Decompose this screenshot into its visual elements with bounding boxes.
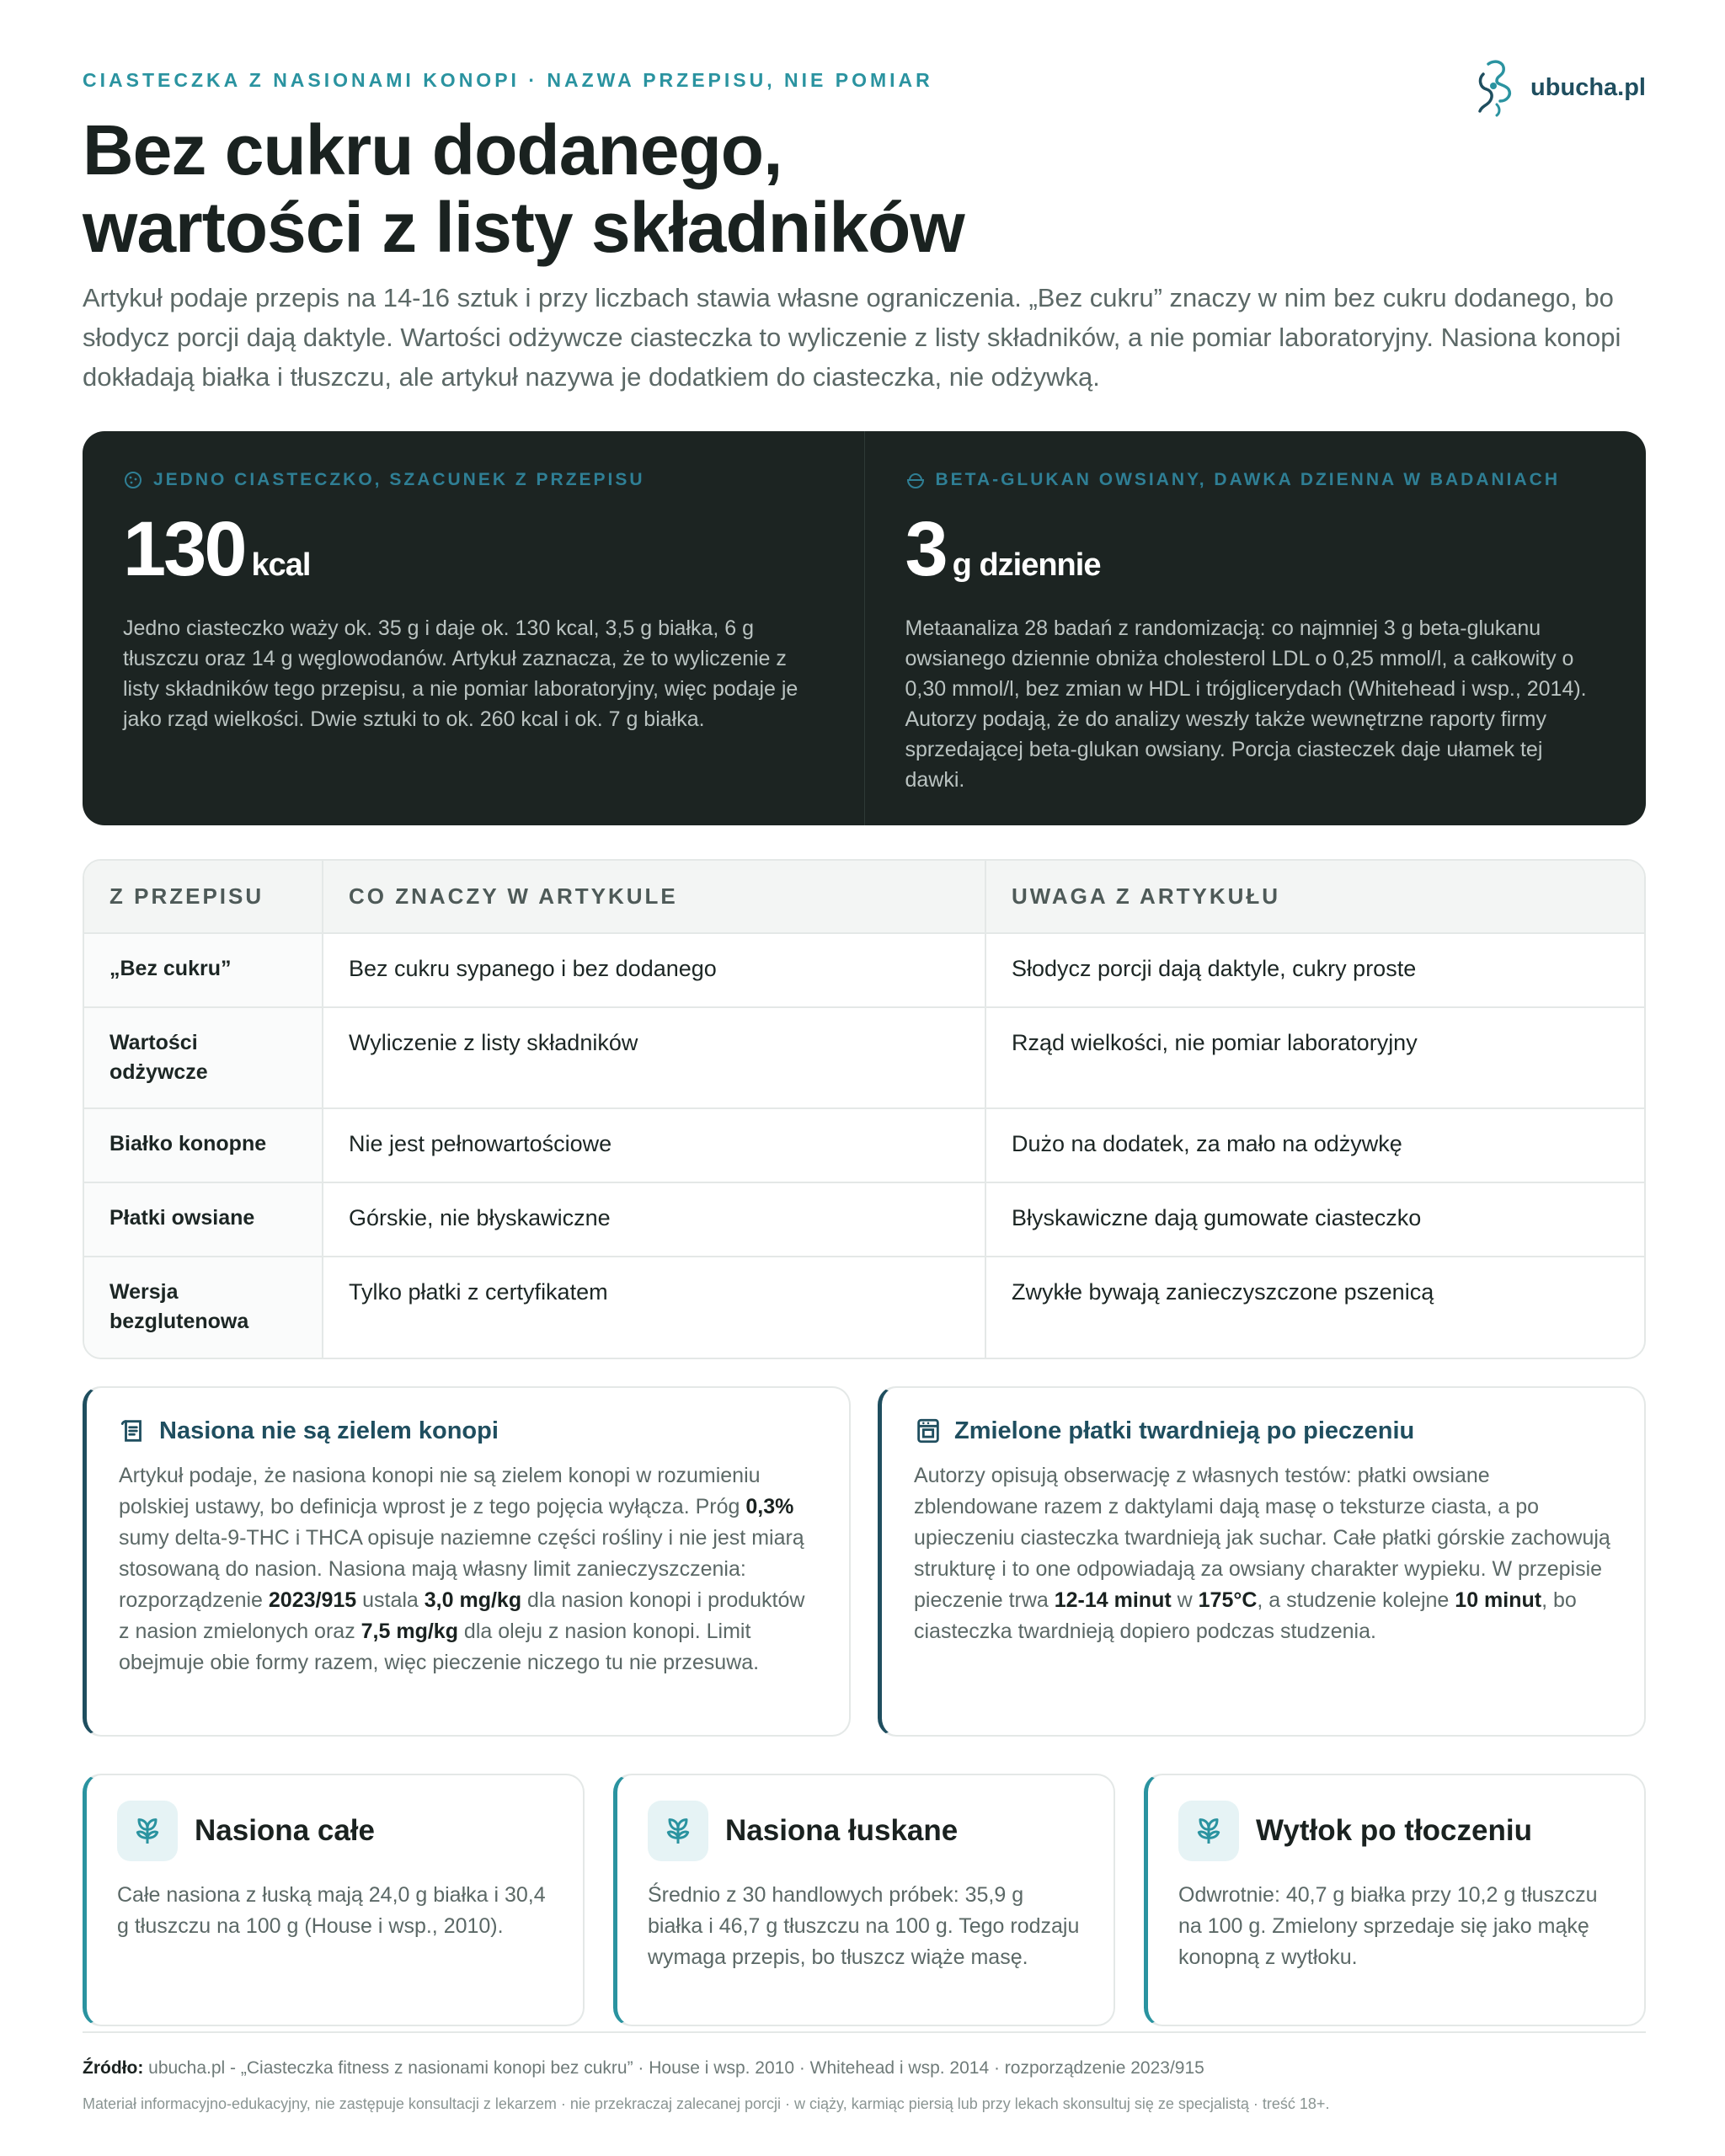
card-title: Wytłok po tłoczeniu [1256,1814,1532,1847]
stat-number: 130 [123,506,245,592]
callout-text: Autorzy opisują obserwację z własnych testów: płatki owsiane zblendowane razem z daktylami dają masę o teksturze ciasta, a po upieczeniu ciasteczka twardnieją jak suchar. Całe płatki górskie zachowują strukturę i to one odpowiadają za owsiany charakter wypieku. W przepisie pieczenie trwa 12-14 minut w 175°C, a studzenie kolejne 10 minut, bo ciasteczka twardnieją dopiero podczas studzenia. [914,1464,1610,1643]
law-scroll-icon [119,1417,147,1445]
stat-beta-glucan [864,431,1647,825]
stats-panel [83,431,1646,825]
logo-mark-icon [1471,57,1519,118]
column-header: UWAGA Z ARTYKUŁU [985,861,1646,933]
callouts [83,1386,1646,1737]
table-row [84,1108,1646,1182]
stat-description: Jedno ciasteczko waży ok. 35 g i daje ok. 130 kcal, 3,5 g białka, 6 g tłuszczu oraz 14 g węglowodanów. Artykuł zaznacza, że to wyliczenie z listy składników tego przepisu, a nie pomiar laboratoryjny, więc podaje je jako rząd wielkości. Dwie sztuki to ok. 260 kcal i ok. 7 g białka. [123,616,798,731]
table-row [84,1182,1646,1257]
card-title: Nasiona całe [195,1814,375,1847]
stat-cookie [83,431,864,825]
card-text: Odwrotnie: 40,7 g białka przy 10,2 g tłuszczu na 100 g. Zmielony sprzedaje się jako mąkę konopną z wytłoku. [1178,1883,1598,1969]
card-hulled-seeds [613,1774,1115,2026]
title-line-1: Bez cukru dodanego, [83,110,782,189]
row-meaning: Wyliczenie z listy składników [323,1007,985,1108]
column-header: Z PRZEPISU [84,861,323,933]
row-note: Zwykłe bywają zanieczyszczone pszenicą [985,1257,1646,1358]
stat-number: 3 [905,506,946,592]
seed-icon [1192,1814,1226,1848]
comparison-table [83,859,1646,1359]
card-text: Całe nasiona z łuską mają 24,0 g białka i 30,4 g tłuszczu na 100 g (House i wsp., 2010). [117,1883,546,1938]
lead-paragraph: Artykuł podaje przepis na 14-16 sztuk i przy liczbach stawia własne ograniczenia. „Bez cukru” znaczy w nim bez cukru dodanego, bo słodycz porcji dają daktyle. Wartości odżywcze ciasteczka to wyliczenie z listy składników, a nie pomiar laboratoryjny. Nasiona konopi dokładają białka i tłuszczu, ale artykuł nazywa je dodatkiem do ciasteczka, nie odżywką. [83,283,1621,392]
row-key: Białko konopne [84,1108,323,1182]
card-whole-seeds [83,1774,585,2026]
oven-icon [914,1417,943,1445]
row-key: Wartości odżywcze [84,1007,323,1108]
stat-unit: kcal [251,547,311,583]
row-meaning: Nie jest pełnowartościowe [323,1108,985,1182]
stat-label: BETA-GLUKAN OWSIANY, DAWKA DZIENNA W BADANIACH [935,470,1561,489]
column-header: CO ZNACZY W ARTYKULE [323,861,985,933]
source-text: ubucha.pl - „Ciasteczka fitness z nasionami konopi bez cukru” · House i wsp. 2010 · Whitehead i wsp. 2014 · rozporządzenie 2023/915 [143,2058,1204,2078]
callout-text: Artykuł podaje, że nasiona konopi nie są zielem konopi w rozumieniu polskiej ustawy, bo definicja wprost je z tego pojęcia wyłącza. Próg 0,3% sumy delta-9-THC i THCA opisuje naziemne części rośliny i nie jest miarą stosowaną do nasion. Nasiona mają własny limit zanieczyszczenia: rozporządzenie 2023/915 ustala 3,0 mg/kg dla nasion konopi i produktów z nasion zmielonych oraz 7,5 mg/kg dla oleju z nasion konopi. Limit obejmuje obie formy razem, więc pieczenie niczego tu nie przesuwa. [119,1464,805,1674]
logo[interactable] [1471,57,1646,118]
row-meaning: Tylko płatki z certyfikatem [323,1257,985,1358]
row-note: Błyskawiczne dają gumowate ciasteczko [985,1182,1646,1257]
seed-cards [83,1774,1646,2026]
row-key: Płatki owsiane [84,1182,323,1257]
card-press-cake [1144,1774,1646,2026]
stat-label: JEDNO CIASTECZKO, SZACUNEK Z PRZEPISU [153,470,645,489]
card-text: Średnio z 30 handlowych próbek: 35,9 g białka i 46,7 g tłuszczu na 100 g. Tego rodzaju wymaga przepis, bo tłuszcz wiąże masę. [648,1883,1080,1969]
bowl-icon [905,470,926,490]
seed-icon [131,1814,164,1848]
row-meaning: Bez cukru sypanego i bez dodanego [323,933,985,1007]
table-header-row [84,861,1646,933]
source-line [83,2058,1204,2079]
table-row [84,1257,1646,1358]
logo-text: ubucha.pl [1530,73,1646,101]
row-meaning: Górskie, nie błyskawiczne [323,1182,985,1257]
callout-hemp-law [83,1386,851,1737]
footer-divider [83,2031,1646,2033]
callout-title: Zmielone płatki twardnieją po pieczeniu [954,1417,1415,1444]
seed-icon [661,1814,695,1848]
row-note: Dużo na dodatek, za mało na odżywkę [985,1108,1646,1182]
page-title [83,111,964,266]
table-row [84,933,1646,1007]
callout-title: Nasiona nie są zielem konopi [159,1417,499,1444]
row-note: Słodycz porcji dają daktyle, cukry proste [985,933,1646,1007]
title-line-2: wartości z listy składników [83,188,964,267]
stat-description: Metaanaliza 28 badań z randomizacją: co najmniej 3 g beta-glukanu owsianego dziennie obniża cholesterol LDL o 0,25 mmol/l, a całkowity o 0,30 mmol/l, bez zmian w HDL i trójglicerydach (Whitehead i wsp., 2014). Autorzy podają, że do analizy weszły także wewnętrzne raporty firmy sprzedającej beta-glukan owsiany. Porcja ciasteczek daje ułamek tej dawki. [905,616,1587,792]
row-note: Rząd wielkości, nie pomiar laboratoryjny [985,1007,1646,1108]
row-key: Wersja bezglutenowa [84,1257,323,1358]
source-label: Źródło: [83,2058,144,2078]
table-row [84,1007,1646,1108]
row-key: „Bez cukru” [84,933,323,1007]
eyebrow: CIASTECZKA Z NASIONAMI KONOPI · NAZWA PRZEPISU, NIE POMIAR [83,69,933,91]
stat-unit: g dziennie [952,547,1101,583]
cookie-icon [123,470,143,490]
callout-baking [878,1386,1646,1737]
disclaimer: Materiał informacyjno-edukacyjny, nie zastępuje konsultacji z lekarzem · nie przekraczaj zalecanej porcji · w ciąży, karmiąc piersią lub przy lekach skonsultuj się ze specjalistą · treść 18+. [83,2095,1330,2112]
card-title: Nasiona łuskane [725,1814,959,1847]
